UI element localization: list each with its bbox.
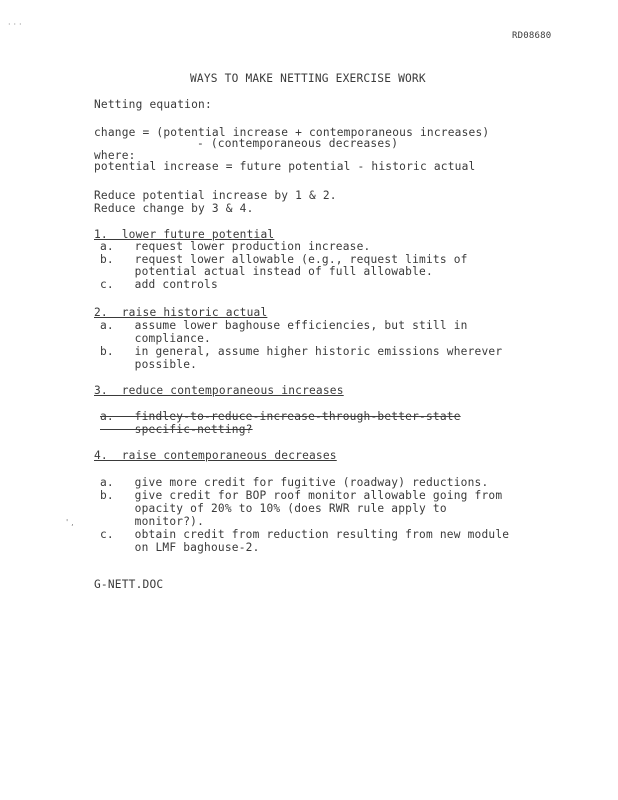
section-1-item-b-line-2: potential actual instead of full allowable. — [100, 265, 433, 278]
section-1-item-b-line-1: b. request lower allowable (e.g., request limits of — [100, 253, 468, 266]
netting-equation-label: Netting equation: — [94, 98, 212, 111]
equation-line-1: change = (potential increase + contemporaneous increases) — [94, 126, 490, 139]
equation-where: where: — [94, 149, 136, 162]
section-2-item-b-line-1: b. in general, assume higher historic emissions wherever — [100, 345, 503, 358]
section-4-item-b-line-1: b. give credit for BOP roof monitor allowable going from — [100, 489, 503, 502]
section-1-heading: 1. lower future potential — [94, 228, 275, 241]
section-4-item-a: a. give more credit for fugitive (roadway) reductions. — [100, 476, 489, 489]
document-title: WAYS TO MAKE NETTING EXERCISE WORK — [190, 72, 426, 85]
section-4-item-c-line-1: c. obtain credit from reduction resulting from new module — [100, 528, 510, 541]
section-2-item-b-line-2: possible. — [100, 358, 198, 371]
section-4-item-b-line-3: monitor?). — [100, 515, 205, 528]
section-1-item-c: c. add controls — [100, 278, 218, 291]
section-4-item-c-line-2: on LMF baghouse-2. — [100, 541, 260, 554]
section-2-item-a-line-1: a. assume lower baghouse efficiencies, but still in — [100, 319, 468, 332]
equation-line-3: potential increase = future potential - historic actual — [94, 160, 476, 173]
reduce-line-1: Reduce potential increase by 1 & 2. — [94, 189, 337, 202]
section-2-item-a-line-2: compliance. — [100, 332, 211, 345]
equation-line-2: - (contemporaneous decreases) — [197, 137, 399, 150]
footer-filename: G-NETT.DOC — [94, 578, 164, 591]
scan-speck: · · · — [8, 20, 22, 29]
section-2-heading: 2. raise historic actual — [94, 306, 268, 319]
scan-speck: ' , — [66, 518, 74, 527]
section-4-heading: 4. raise contemporaneous decreases — [94, 449, 337, 462]
section-3-heading: 3. reduce contemporaneous increases — [94, 384, 344, 397]
document-id: RD08680 — [512, 31, 552, 41]
section-1-item-a: a. request lower production increase. — [100, 240, 371, 253]
section-3-item-a-line-2: specific-netting? — [100, 423, 253, 436]
reduce-line-2: Reduce change by 3 & 4. — [94, 202, 254, 215]
section-3-item-a-line-1: a. findley-to-reduce-increase-through-better-state — [100, 410, 461, 423]
section-4-item-b-line-2: opacity of 20% to 10% (does RWR rule apply to — [100, 502, 447, 515]
